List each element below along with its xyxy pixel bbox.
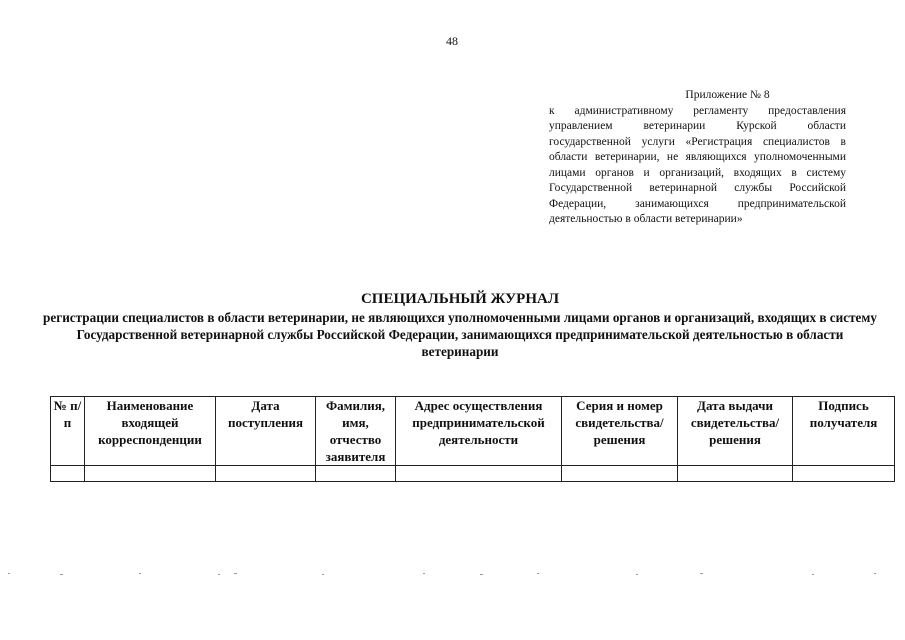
header-issue-date: Дата выдачи свидетельства/ решения bbox=[678, 397, 793, 466]
appendix-block bbox=[549, 88, 846, 228]
document-heading bbox=[40, 290, 880, 360]
header-correspondence: Наименование входящей корреспонденции bbox=[85, 397, 216, 466]
table-cell bbox=[793, 466, 895, 482]
table-cell bbox=[396, 466, 562, 482]
scan-noise-marks bbox=[0, 572, 905, 576]
appendix-body: к административному регламенту предоставления управлением ветеринарии Курской области государственной услуги «Регистрация специалистов в области ветеринарии, не являющихся уполномоченными лицами органов и организаций, входящих в систему Государственной ветеринарной службы Российской Федерации, занимающихся предпринимательской деятельностью в области ветеринарии» bbox=[549, 104, 846, 225]
header-receipt-date: Дата поступления bbox=[216, 397, 316, 466]
page-number: 48 bbox=[446, 34, 458, 48]
header-address: Адрес осуществления предпринимательской деятельности bbox=[396, 397, 562, 466]
table-cell bbox=[216, 466, 316, 482]
table-cell bbox=[85, 466, 216, 482]
table-cell bbox=[316, 466, 396, 482]
header-certificate-number: Серия и номер свидетельства/ решения bbox=[562, 397, 678, 466]
heading-title: СПЕЦИАЛЬНЫЙ ЖУРНАЛ bbox=[360, 291, 560, 307]
header-signature: Подпись получателя bbox=[793, 397, 895, 466]
header-applicant-name: Фамилия, имя, отчество заявителя bbox=[316, 397, 396, 466]
table-cell bbox=[678, 466, 793, 482]
header-number: № п/п bbox=[51, 397, 85, 466]
appendix-title: Приложение № 8 bbox=[685, 89, 770, 101]
table-header-row bbox=[51, 397, 895, 466]
table-cell bbox=[51, 466, 85, 482]
heading-subtitle: регистрации специалистов в области ветеринарии, не являющихся уполномоченными лицами органов и организаций, входящих в систему Государственной ветеринарной службы Российской Федерации, занимающихся предпринимательской деятельностью в области ветеринарии bbox=[43, 310, 877, 359]
table-cell bbox=[562, 466, 678, 482]
table-row bbox=[51, 466, 895, 482]
journal-table bbox=[50, 396, 895, 482]
